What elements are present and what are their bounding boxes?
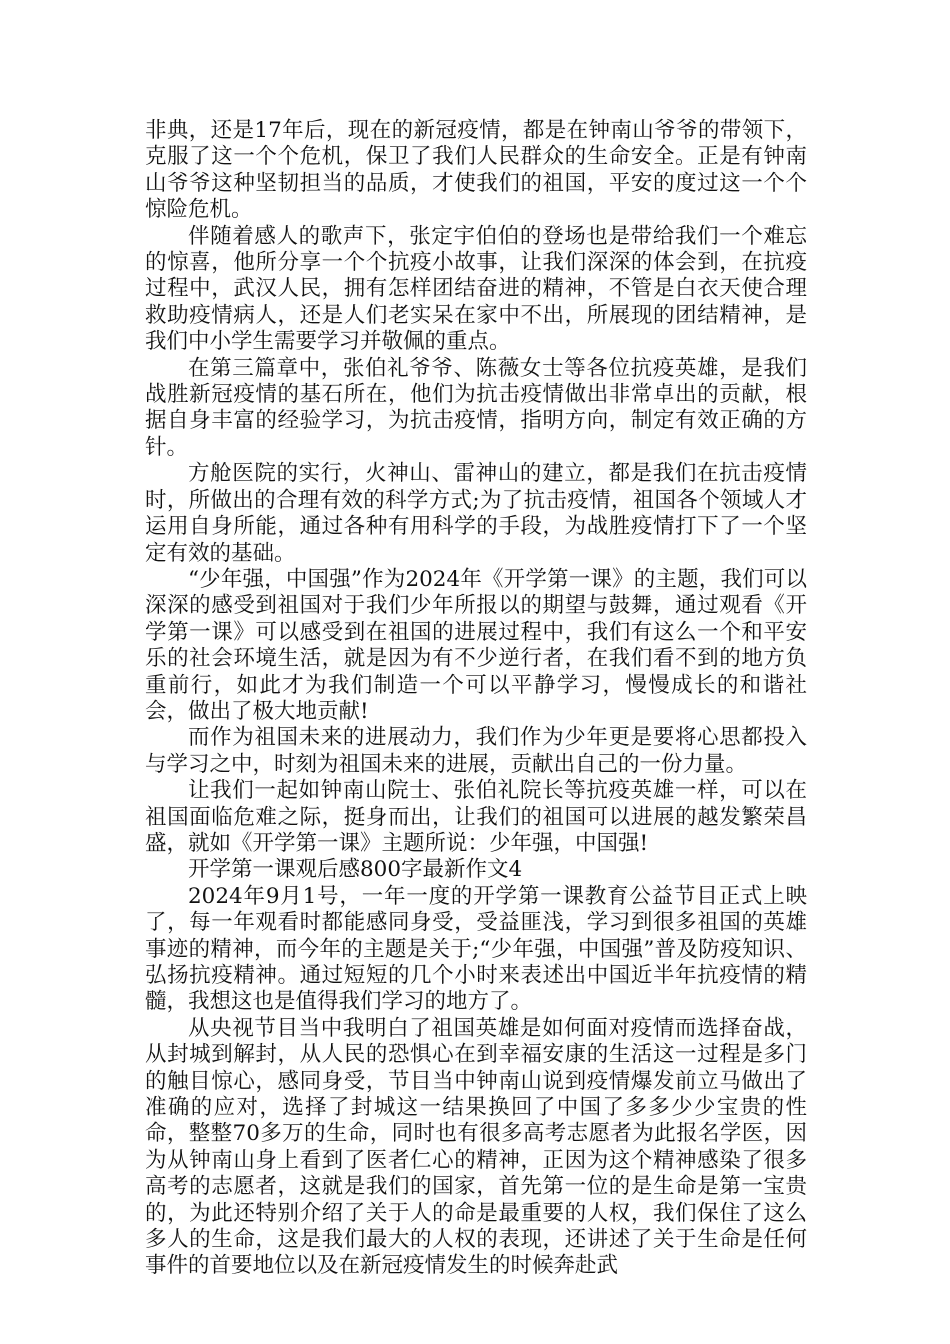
paragraph: 从央视节目当中我明白了祖国英雄是如何面对疫情而选择奋战，从封城到解封，从人民的恐惧心在到幸福安康的生活这一过程是多门的触目惊心，感同身受，节目当中钟南山说到疫情爆发前立马做出了准确的应对，选择了封城这一结果换回了中国了多多少少宝贵的性命，整整70多万的生命，同时也有很多高考志愿者为此报名学医，因为从钟南山身上看到了医者仁心的精神，正因为这个精神感染了很多高考的志愿者，这就是我们的国家，首先第一位的是生命是第一宝贵的，为此还特别介绍了关于人的命是最重要的人权，我们保住了这么多人的生命，这是我们最大的人权的表现，还讲述了关于生命是任何事件的首要地位以及在新冠疫情发生的时候奔赴武 xyxy=(145,1015,807,1279)
paragraph: 在第三篇章中，张伯礼爷爷、陈薇女士等各位抗疫英雄，是我们战胜新冠疫情的基石所在，他们为抗击疫情做出非常卓出的贡献，根据自身丰富的经验学习，为抗击疫情，指明方向，制定有效正确的方针。 xyxy=(145,355,807,460)
section-heading: 开学第一课观后感800字最新作文4 xyxy=(188,857,523,883)
paragraph: 伴随着感人的歌声下，张定宇伯伯的登场也是带给我们一个难忘的惊喜，他所分享一个个抗疫小故事，让我们深深的体会到，在抗疫过程中，武汉人民，拥有怎样团结奋进的精神，不管是白衣天使合理救助疫情病人，还是人们老实呆在家中不出，所展现的团结精神，是我们中小学生需要学习并敬佩的重点。 xyxy=(145,223,807,355)
paragraph: 让我们一起如钟南山院士、张伯礼院长等抗疫英雄一样，可以在祖国面临危难之际，挺身而出，让我们的祖国可以进展的越发繁荣昌盛，就如《开学第一课》主题所说：少年强，中国强! xyxy=(145,778,807,856)
paragraph: 而作为祖国未来的进展动力，我们作为少年更是要将心思都投入与学习之中，时刻为祖国未来的进展，贡献出自己的一份力量。 xyxy=(145,725,807,777)
paragraph-continuation: 非典，还是17年后，现在的新冠疫情，都是在钟南山爷爷的带领下，克服了这一个个危机，保卫了我们人民群众的生命安全。正是有钟南山爷爷这种坚韧担当的品质，才使我们的祖国，平安的度过这一个个惊险危机。 xyxy=(145,118,807,223)
paragraph: 方舱医院的实行，火神山、雷神山的建立，都是我们在抗击疫情时，所做出的合理有效的科学方式;为了抗击疫情，祖国各个领域人才运用自身所能，通过各种有用科学的手段，为战胜疫情打下了一个坚定有效的基础。 xyxy=(145,461,807,566)
paragraph: 2024年9月1号，一年一度的开学第一课教育公益节目正式上映了，每一年观看时都能感同身受，受益匪浅，学习到很多祖国的英雄事迹的精神，而今年的主题是关于;“少年强，中国强”普及防疫知识、弘扬抗疫精神。通过短短的几个小时来表述出中国近半年抗疫情的精髓，我想这也是值得我们学习的地方了。 xyxy=(145,883,807,1015)
paragraph: “少年强，中国强”作为2024年《开学第一课》的主题，我们可以深深的感受到祖国对于我们少年所报以的期望与鼓舞，通过观看《开学第一课》可以感受到在祖国的进展过程中，我们有这么一个和平安乐的社会环境生活，就是因为有不少逆行者，在我们看不到的地方负重前行，如此才为我们制造一个可以平静学习，慢慢成长的和谐社会，做出了极大地贡献! xyxy=(145,566,807,724)
document-body xyxy=(145,118,807,1280)
